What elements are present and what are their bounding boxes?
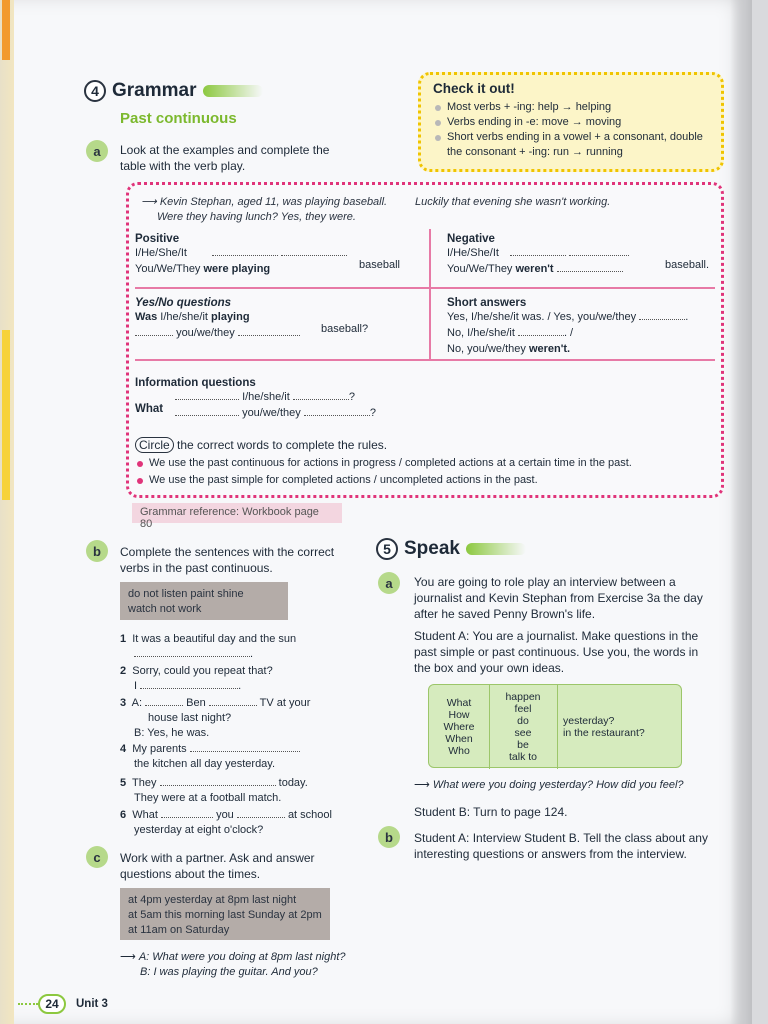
grammar-table (126, 182, 724, 498)
word-box: do not listen paint shine watch not work (120, 582, 288, 620)
edge-tab-orange (2, 0, 10, 60)
page-edge (0, 0, 14, 1024)
speak-a-badge: a (378, 572, 400, 594)
speak-b-badge: b (378, 826, 400, 848)
student-b-instruction: Student B: Turn to page 124. (414, 805, 568, 819)
rule-item: We use the past simple for completed actions / uncompleted actions in the past. (135, 472, 715, 489)
verbs: happen feel do see be talk to (505, 691, 541, 763)
section-subtitle: Past continuous (120, 110, 237, 127)
speak-b-text: Student A: Interview Student B. Tell the class about any interesting questions or answers from the interview. (414, 831, 708, 861)
sentence-1: 1 It was a beautiful day and the sun . (120, 633, 297, 660)
speak-word-box (428, 684, 682, 768)
check-it-out-box (418, 72, 724, 172)
time-phrases: yesterday? in the restaurant? (563, 715, 645, 739)
title-swoosh (466, 543, 526, 555)
check-item: Short verbs ending in a vowel + a consonant, double the consonant + -ing: run → running (433, 130, 709, 160)
negative-block: Negative I/He/She/It You/We/They weren't baseball. (447, 233, 710, 275)
example-right: Luckily that evening she wasn't working. (415, 196, 611, 208)
sentence-4: 4 My parents the kitchen all day yesterday. (120, 742, 350, 772)
rules-instruction: Circle the correct words to complete the rules. (135, 437, 387, 453)
rule-item: We use the past continuous for actions in progress / completed actions at a certain time in the past. (135, 455, 715, 472)
section-title: Grammar (112, 80, 197, 101)
section-number: 4 (84, 80, 106, 102)
rules-list (135, 455, 715, 489)
exercise-a-instruction: Look at the examples and complete the table with the verb play. (120, 143, 330, 173)
check-item: Most verbs + -ing: help → helping (433, 100, 709, 115)
sentence-6: 6 What you at school yesterday at eight o'clock? (120, 809, 332, 836)
exercise-c-badge: c (86, 846, 108, 868)
check-item: Verbs ending in -e: move → moving (433, 115, 709, 130)
speak-example: ⟶ What were you doing yesterday? How did you feel? (414, 779, 684, 791)
example-left: ⟶ Kevin Stephan, aged 11, was playing baseball. Were they having lunch? Yes, they were. (141, 196, 388, 223)
sentence-3: 3 A: Ben TV at your house last night? B: Yes, he was. (120, 697, 311, 739)
textbook-page (14, 0, 752, 1024)
sentence-2: 2 Sorry, could you repeat that? I . (120, 665, 273, 692)
page-number: 24 (38, 994, 66, 1014)
title-swoosh (203, 85, 263, 97)
page-gutter-shadow (730, 0, 752, 1024)
exercise-a-badge: a (86, 140, 108, 162)
info-questions-block: Information questions What I/he/she/it ? you/we/they ? (135, 377, 376, 419)
exercise-b-badge: b (86, 540, 108, 562)
check-title: Check it out! (433, 81, 515, 96)
edge-tab-yellow (2, 330, 10, 500)
question-words: What How Where When Who (443, 697, 475, 757)
speak-a-text1: You are going to role play an interview between a journalist and Kevin Stephan from Exercise 3a the day after he saved Penny Brown's life. (414, 575, 703, 621)
sentence-5: 5 They today. They were at a football match. (120, 777, 308, 804)
positive-block: Positive I/He/She/It You/We/They were playing baseball (135, 233, 400, 275)
footer-dots (18, 1003, 38, 1005)
section-5-header (376, 538, 526, 560)
short-answers-block: Short answers Yes, I/he/she/it was. / Yes, you/we/they . No, I/he/she/it . / No, you/we/they weren't. (447, 297, 689, 355)
times-box: at 4pm yesterday at 8pm last night at 5am this morning last Sunday at 2pm at 11am on Saturday (120, 888, 330, 940)
table-divider-horizontal (135, 359, 715, 361)
table-divider-horizontal (135, 287, 715, 289)
speak-a-text2: Student A: You are a journalist. Make questions in the past simple or past continuous. Use you, the words in the box and your own ideas. (414, 629, 699, 675)
section-number: 5 (376, 538, 398, 560)
yesno-block: Yes/No questions Was I/he/she/it playing you/we/they baseball? (135, 297, 369, 339)
unit-label: Unit 3 (76, 998, 108, 1010)
exercise-b-instruction: Complete the sentences with the correct verbs in the past continuous. (120, 545, 335, 575)
grammar-reference: Grammar reference: Workbook page 80 (132, 503, 342, 523)
exercise-c-example: ⟶ A: What were you doing at 8pm last night? B: I was playing the guitar. And you? (120, 951, 346, 978)
table-divider-vertical (429, 229, 431, 359)
section-title: Speak (404, 538, 460, 559)
section-4-header (84, 80, 263, 102)
exercise-c-instruction: Work with a partner. Ask and answer questions about the times. (120, 851, 315, 881)
